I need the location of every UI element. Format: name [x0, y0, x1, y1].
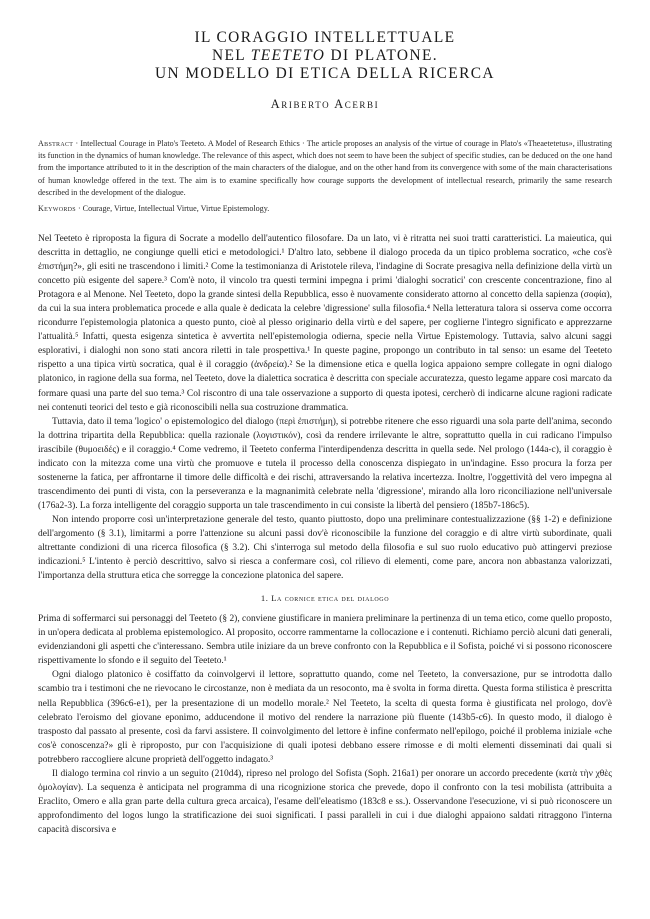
keywords-label: Keywords — [38, 204, 76, 214]
keywords-text: · Courage, Virtue, Intellectual Virtue, Virtue Epistemology. — [75, 204, 270, 214]
section-heading: 1. La cornice etica del dialogo — [260, 593, 390, 604]
author-name: Ariberto Acerbi — [270, 97, 380, 111]
body-paragraph-1: Nel Teeteto è riproposta la figura di Socrate a modello dell'autentico filosofare. Da un lato, vi è ritratta nei suoi tratti caratteristici. La maieutica, qui descritta in dettaglio, ne congiunge quelli etici e metodologici.¹ D'altro lato, sebbene il dialogo proceda da un tipico problema socratico, «che cos'è ἐπιστήμη?», gli esiti ne trascendono i limiti.² Come la testimonianza di Aristotele rileva, l'indagine di Socrate presagiva nella definizione della virtù un concetto più esigente del sapere.³ Com'è noto, il vincolo tra questi termini impegna i primi 'dialoghi socratici' con crescente concentrazione, fino al Protagora e al Menone. Nel Teeteto, dopo la grande sintesi della Repubblica, esso è nuovamente considerato attorno al concetto della sapienza (σοφία), da cui la sua intera problematica procede e alla quale è dedicata la celebre 'digressione' sulla filosofia.⁴ Nella letteratura talora si osserva come occorra ricondurre l'epistemologia platonica a questo punto, cioè al plesso originario della virtù e del sapere, per coglierne l'integro significato e apprezzarne l'attualità.⁵ Infatti, questa esigenza sintetica è avvertita nell'epistemologia odierna, specie nella Virtue Epistemology. Tuttavia, salvo alcuni saggi esplorativi, i dialoghi non sono stati ancora riletti in tale prospettiva.¹ In queste pagine, propongo un contributo in tal senso: un esame del Teeteto rispetto a una tipica virtù socratica, qual è il coraggio (ἀνδρεία).² Se la dimensione etica e quella logica appaiono sempre collegate in ogni dialogo platonico, in ragione della sua forma, nel Teeteto, dove la dialettica socratica è descritta con speciale accuratezza, questo legame appare così marcato da formare quasi una parte del suo tema.³ Col riscontro di una tale osservazione a supporto di questa ipotesi, cercherò di indicarne alcune ragioni radicate nei contenuti teorici del testo e già riconoscibili nella sua costruzione drammatica. — [38, 234, 612, 413]
title-line-2 — [38, 47, 612, 65]
title-line-1: IL CORAGGIO INTELLETTUALE — [194, 29, 456, 46]
article-title — [38, 0, 612, 83]
article-body — [38, 232, 612, 837]
body-paragraph-4: Prima di soffermarci sui personaggi del Teeteto (§ 2), conviene giustificare in maniera preliminare la pertinenza di un tema etico, come quello proposto, in un'opera dedicata al problema epistemologico. Al proposito, occorre rammentarne la collocazione e i contenuti. Richiamo perciò alcuni dati generali, evidenziandoni gli aspetti che c'interessano. Sembra utile iniziare da un breve confronto con la Repubblica e il Sofista, poiché vi si possono riconoscere rispettivamente lo sfondo e il seguito del Teeteto.¹ — [38, 614, 612, 667]
abstract — [38, 138, 612, 199]
body-paragraph-5: Ogni dialogo platonico è cosiffatto da coinvolgervi il lettore, soprattutto quando, come nel Teeteto, la conversazione, pur se introdotta dallo scambio tra i testimoni che ne rievocano le circostanze, non è mediata da un resoconto, ma è svolta in forma diretta. Questa forma stilistica è prescritta nella Repubblica (396c6-e1), per la presentazione di un modello morale.² Nel Teeteto, la scelta di questa forma è giustificata nel prologo, dov'è celebrato l'eroismo del giovane eponimo, adducendone il motivo del rendere la narrazione più fluente (143b5-c6). In questo modo, il dialogo è trasposto dal passato al presente, così da farvi assistere. Il coinvolgimento del lettore è infine confermato nell'epilogo, poiché il problema iniziale «che cos'è conoscenza?» gli è riproposto, pur con l'acquisizione di quali ipotesi debbano essere rimosse e di molti elementi disseminati dai quali si potrebbero raccogliere alcune proprietà dell'oggetto indagato.³ — [38, 670, 612, 765]
title-line-2-italic: TEETETO — [250, 47, 326, 64]
title-line-2-post: DI PLATONE. — [325, 47, 439, 64]
keywords — [38, 203, 612, 215]
body-paragraph-2: Tuttavia, dato il tema 'logico' o epistemologico del dialogo (περὶ ἐπιστήμη), si potrebbe ritenere che esso riguardi una sola parte dell'anima, secondo la dottrina tripartita della Repubblica: quella razionale (λογιστικόν), così da rendere irrilevante le altre, soprattutto quella in cui radicano l'impulso irascibile (θυμοειδές) e il coraggio.⁴ Come vedremo, il Teeteto conferma l'interdipendenza descritta in quella sede. Nel prologo (144a-c), il coraggio è indicato con la mitezza come una virtù che promuove e tutela il processo della conoscenza dispiegato in un'indagine. Esso procura la forza per sostenerne la fatica, per affrontarne il timore delle difficoltà e dei rischi, attraversando la relativa incertezza. Inoltre, l'oggettività del vero impegna al trascendimento dei punti di vista, con la perseveranza e la magnanimità celebrate nella 'digressione', mirando alla loro riconciliazione nell'universale (176a2-3). La forza intelligente del coraggio supporta un tale trascendimento in cui consiste la libertà del pensiero (185b7-186c5). — [38, 416, 612, 511]
abstract-text: · Intellectual Courage in Plato's Teeteto. A Model of Research Ethics · The article proposes an analysis of the virtue of courage in Plato's «Theaetetetus», illustrating its function in the dynamics of human knowledge. The relevance of this aspect, which does not seem to have been the subject of specific studies, can be deduced on the one hand from the importance attributed to it in the description of the main characters of the dialogue, and on the other hand from its convergence with some of the main characterisations of human knowledge offered in the text. The aim is to examine specifically how courage supports the development of intellectual research, primarily the same research described in the development of the dialogue. — [38, 139, 612, 197]
abstract-label: Abstract — [38, 139, 74, 148]
title-line-2-pre: NEL — [211, 47, 251, 64]
body-paragraph-3: Non intendo proporre così un'interpretazione generale del testo, quanto piuttosto, dopo una preliminare contestualizzazione (§§ 1-2) e definizione dell'argomento (§ 3.1), limitarmi a porre l'attenzione su alcuni passi dov'è riconoscibile la funzione del coraggio e di altre virtù subordinate, quali altrettante condizioni di una ricerca filosofica (§ 3.2). Chi s'interroga sul metodo della filosofia e sul suo ruolo educativo può attingervi preziose indicazioni.⁵ L'intento è perciò descrittivo, salvo si riesca a confermare così, col rilievo di elementi, come pare, ancora non abbastanza valorizzati, l'importanza della struttura etica che sorregge la concezione platonica del sapere. — [38, 514, 612, 582]
body-paragraph-6: Il dialogo termina col rinvio a un seguito (210d4), ripreso nel prologo del Sofista (Soph. 216a1) per onorare un accordo precedente (κατὰ τὴν χθὲς ὁμολογίαν). La sequenza è anticipata nel programma di una ricognizione storica che prevede, dopo il confronto con la tesi mobilista (attribuita a Eraclito, Omero e alla gran parte della cultura greca arcaica), l'esame dell'eleatismo (183c8 e ss.). Osservandone l'esecuzione, vi si può riconoscere un approfondimento del logos lungo la stratificazione dei suoi significati. I passi paralleli in cui i due dialoghi appaiono saldati ritraggono l'interna capacità discorsiva e — [38, 768, 612, 835]
title-line-3: UN MODELLO DI ETICA DELLA RICERCA — [155, 65, 495, 82]
